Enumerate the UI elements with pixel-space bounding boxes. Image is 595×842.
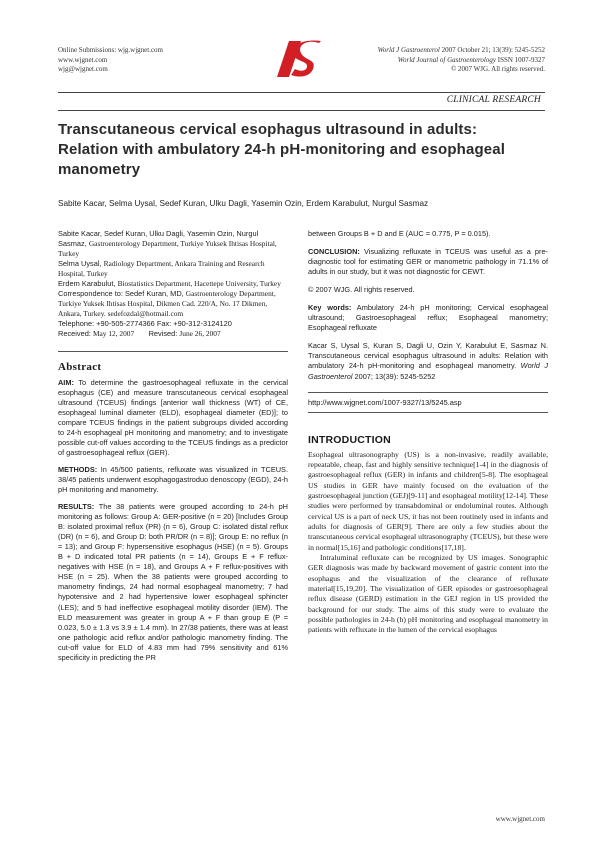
abstract-results [58,502,288,663]
received-date: May 12, 2007 [92,329,135,339]
affiliation-1-institution: Gastroenterology Department, Turkiye Yuksek Ihtisas Hospital, Turkey [58,239,277,259]
footer-url: www.wjgnet.com [495,815,545,823]
correspondence-address: Gastroenterology Department, Turkiye Yuksek Ihtisas Hospital, Dikmen Cad. 220/A, No. 17 Dikmen, Ankara, Turkey. sedefozdal@hotmail.com [58,289,276,319]
abstract-section [58,351,288,663]
affiliation-2-institution: Radiology Department, Ankara Training and Research Hospital, Turkey [58,259,265,279]
affiliation-3-name: Erdem Karabulut, [58,279,116,289]
keywords [308,303,548,333]
citation [308,341,548,381]
affiliation-1-names: Sabite Kacar, Sedef Kuran, Ulku Dagli, Yasemin Ozin, Nurgul Sasmaz, [58,229,259,249]
results-label: RESULTS: [58,502,95,512]
article-url-link[interactable]: http://www.wjgnet.com/1007-9327/13/5245.asp [308,397,462,407]
keywords-text: Ambulatory 24-h pH monitoring; Cervical esophageal ultrasound; Gastroesophageal reflux; Esophageal manometry; Esophageal refluxate [308,303,548,333]
affiliation-3-institution: Biostatistics Department, Hacettepe University, Turkey [117,279,281,289]
affiliation-2 [58,259,288,279]
dates [58,329,288,339]
article-title: Transcutaneous cervical esophagus ultrasound in adults: Relation with ambulatory 24-h pH-monitoring and esophageal manometry [58,121,506,178]
header-issn: ISSN 1007-9327 [497,55,545,64]
affiliation-3 [58,279,288,289]
intro-paragraph-1: Esophageal ultrasonography (US) is a non-invasive, readily available, repeatable, cheap, fast and highly sensitive technique[1-4] in the diagnosis of gastroesophageal reflux (GER) in infants and children[5-8]. The esophageal US studies in GER have mainly focused on the evaluation of the gastroesophageal junction (GEJ)[9-11] and esophageal motility[12-14]. These studies were performed by transabdominal or endoluminal routes. Although cervical US is a part of neck US, it has not been routinely used in infants and adults for diagnosis of GER[9]. There are only a few studies about the transcutaneous cervical esophageal ultrasonography (TCEUS), but these were in normal[15,16] and pathologic conditions[17,18]. [308,449,548,552]
introduction-heading: INTRODUCTION [308,433,391,446]
conclusion-label: CONCLUSION: [308,247,360,257]
header-line-submissions: Online Submissions: wjg.wjgnet.com [58,46,163,54]
header-line-email: wjg@wjgnet.com [58,65,108,73]
citation-text: Kacar S, Uysal S, Kuran S, Dagli U, Ozin Y, Karabulut E, Sasmaz N. Transcutaneous cervical esophagus ultrasound in adults: Relation with ambulatory 24-h pH-monitoring and esophageal manometry. [308,341,548,371]
abstract-aim [58,378,288,458]
header-citation: 2007 October 21; 13(39): 5245-5252 [441,46,545,54]
section-tag [58,92,545,111]
contact-phone: Telephone: +90-505-2774366 Fax: +90-312-3124120 [58,319,232,329]
revised-date: June 26, 2007 [179,329,221,339]
revised-label: Revised: [148,329,178,339]
affiliation-1 [58,229,288,259]
results-continued: between Groups B + D and E (AUC = 0.775, P = 0.015). [308,229,491,238]
journal-logo-icon [277,39,321,79]
abstract-methods [58,465,288,495]
methods-text: In 45/500 patients, refluxate was visualized in TCEUS. 38/45 patients underwent esophagogastroduo denoscopy (EGD), 24-h pH monitoring and manometry. [58,464,288,494]
conclusion-text: Visualizing refluxate in TCEUS was useful as a pre-diagnostic tool for estimating GER or manometric pathology in 71.1% of adults in our study, but it was not diagnostic for CEWT. [308,247,548,277]
author-list: Sabite Kacar, Selma Uysal, Sedef Kuran, Ulku Dagli, Yasemin Ozin, Erdem Karabulut, Nurgul Sasmaz [58,199,429,208]
citation-journal: World J Gastroenterol [308,361,548,381]
aim-label: AIM: [58,377,74,387]
intro-paragraph-2: Intraluminal refluxate can be recognized by US images. Sonographic GER diagnosis was made by backward movement of gastric content into the esophagus and the visualization of the clearance of refluxate material[15,19,20]. The visualization of GER episodes or gastroesophageal reflux disease (GERD) estimation in the GEJ region in US provided the background for our study. The aims of this study were to evaluate the possible pathologies in 24-h (h) pH monitoring and esophageal manometry in patients with refluxate in the lumen of the cervical esophagus [308,553,548,635]
affiliation-2-name: Selma Uysal, [58,259,102,269]
header-journal-abbrev: World J Gastroenterol [377,46,440,54]
left-column [58,229,288,670]
header-line-website: www.wjgnet.com [58,55,108,64]
received-label: Received: [58,329,91,339]
right-column [308,229,548,636]
header-citation-line [378,46,545,56]
header-journal-title: World Journal of Gastroenterology [397,55,496,64]
header-issn-line [378,56,545,66]
header-right [378,46,545,75]
header-copyright: © 2007 WJG. All rights reserved. [450,65,545,73]
affiliations [58,229,288,340]
abstract-heading: Abstract [58,360,102,373]
methods-label: METHODS: [58,464,98,474]
abstract-copyright: © 2007 WJG. All rights reserved. [308,285,415,295]
abstract-conclusion [308,247,548,277]
citation-volume: 2007; 13(39): 5245-5252 [354,371,436,381]
results-text: The 38 patients were grouped according to 24-h pH monitoring as follows: Group A: GER-positive (n = 20) [Includes Group B: isolated proximal reflux (PR) (n = 6), Group C: isolated distal reflux (DR) (n = 6), and Group D: both PR/DR (n = 8)]; Group E: no reflux (n = 13); and Group F: hypersensitive esophagus (HSE) (n = 5). Groups B + D indicated total PR patients (n = 14), Groups E + F reflux-negatives with HSE (n = 18), and Groups A + F reflux-positives with HSE (n = 25). When the 38 patients were grouped according to manometry findings, 24 had normal esophageal manometry; 7 had hypotensive and 2 had hypertensive lower esophageal sphincter (LES); and 5 had ineffective esophageal motility disorder (IEM). The ELD measurement was greater in group A + F than group E (P = 0.023, 5.0 ± 1.3 vs 3.9 ± 1.4 mm). In 27/38 patients, there was at least one pathologic acid reflux and/or pathologic manometry finding. The cut-off value for ELD of 4.83 mm had 79% sensitivity and 61% specificity in predicting the PR [58,502,288,662]
header-left [58,46,163,75]
keywords-label: Key words: [308,303,352,313]
article-url-box [308,392,548,413]
correspondence [58,289,288,319]
section-tag-label: CLINICAL RESEARCH [446,95,541,105]
aim-text: To determine the gastroesophageal refluxate in the cervical esophagus (CE) and measure transcutaneous cervical esophageal ultrasound (TCEUS) findings [anterior wall thickness (WT) of CE, esophageal luminal diameter (ELD), esophageal diameter (ED)]; to compare TCEUS findings in the patient subgroups divided according to 24-h esophageal pH monitoring and manometry; and to investigate possible cut-off values according to the TCEUS findings as a predictor of gastroesophageal reflux (GER). [58,377,288,457]
correspondence-label: Correspondence to: Sedef Kuran, MD, [58,289,184,299]
